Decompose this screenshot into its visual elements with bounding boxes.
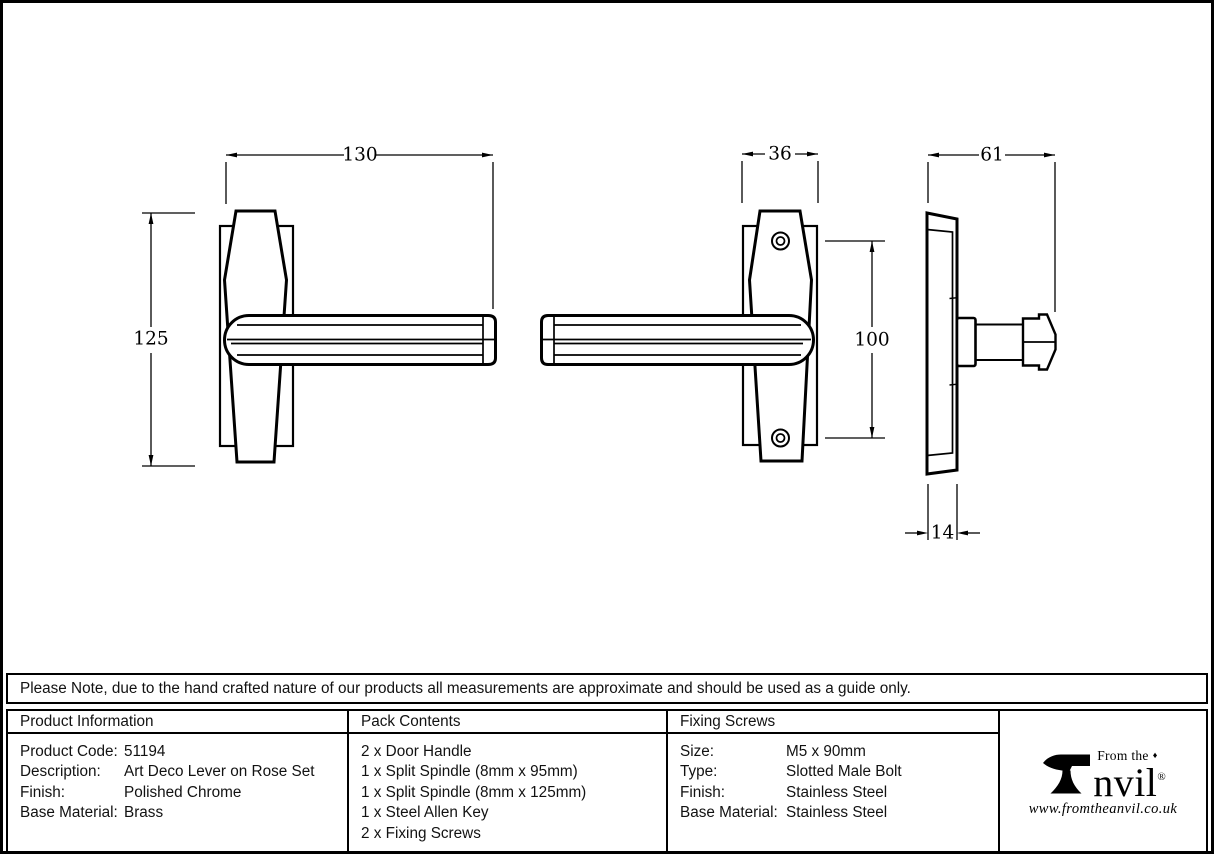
dimension-label-lever-length: 130 [342, 144, 378, 166]
info-table [6, 709, 1208, 854]
fixing-screws-body [668, 734, 998, 824]
dimension-label-fixing-centres: 100 [854, 329, 890, 351]
lever-collar-side [957, 318, 976, 366]
table-row [680, 762, 998, 782]
plate-tick [950, 384, 957, 385]
list-item: 2 x Door Handle [361, 743, 472, 760]
list-item: 2 x Fixing Screws [361, 824, 481, 842]
table-row [680, 742, 998, 762]
row-value: Brass [124, 804, 164, 822]
logo-tagline: From the ♦ [1097, 747, 1158, 763]
table-row [20, 783, 347, 803]
list-item: 1 x Split Spindle (8mm x 125mm) [361, 783, 587, 801]
front-view [220, 211, 496, 462]
dimension-label-rose-height: 125 [133, 328, 169, 350]
product-information-header: Product Information [8, 711, 347, 734]
screw-hole-bottom [772, 430, 789, 447]
table-row [680, 783, 998, 803]
diamond-icon: ♦ [1152, 749, 1158, 760]
row-label: Size: [680, 743, 715, 760]
product-information-cell [8, 711, 349, 852]
pack-contents-cell [349, 711, 668, 852]
note-text: Please Note, due to the hand crafted nature of our products all measurements are approximate and should be used as a guide only. [20, 679, 911, 697]
list-item: 1 x Split Spindle (8mm x 95mm) [361, 763, 578, 781]
table-row [20, 803, 347, 823]
anvil-icon [1040, 752, 1092, 796]
list-item: 1 x Steel Allen Key [361, 804, 489, 822]
pack-contents-body [349, 734, 666, 844]
registered-mark: ® [1157, 770, 1166, 783]
screw-hole-top [772, 233, 789, 250]
row-value: Stainless Steel [786, 804, 888, 822]
row-value: Art Deco Lever on Rose Set [124, 763, 315, 781]
table-row [680, 803, 998, 823]
row-value: Polished Chrome [124, 783, 242, 801]
fixing-screws-cell [668, 711, 1000, 852]
table-row [20, 742, 347, 762]
dimension-100 [825, 241, 890, 438]
technical-drawing [3, 3, 1214, 671]
dimension-label-rose-width: 36 [768, 143, 792, 165]
row-label: Product Code: [20, 743, 118, 760]
fixing-screws-header: Fixing Screws [668, 711, 998, 734]
rear-view [542, 211, 818, 461]
row-value: 51194 [124, 743, 166, 760]
row-label: Base Material: [20, 804, 118, 822]
dimension-14 [905, 484, 980, 544]
row-label: Finish: [20, 783, 66, 801]
logo-url: www.fromtheanvil.co.uk [1028, 800, 1178, 817]
row-value: M5 x 90mm [786, 743, 866, 760]
row-label: Finish: [680, 783, 726, 801]
from-the-anvil-logo [1029, 748, 1178, 818]
dimension-label-rose-depth: 14 [930, 522, 955, 544]
logo-wordmark: nvil® [1093, 759, 1166, 805]
pack-contents-header: Pack Contents [349, 711, 666, 734]
dimension-label-projection: 61 [980, 144, 1004, 166]
measurement-note [6, 673, 1208, 704]
brand-cell [1000, 711, 1206, 852]
row-label: Description: [20, 763, 101, 781]
dimension-125 [133, 213, 195, 466]
dimension-36 [742, 144, 818, 204]
row-value: Stainless Steel [786, 783, 888, 801]
row-value: Slotted Male Bolt [786, 763, 902, 781]
row-label: Base Material: [680, 804, 778, 822]
side-view [927, 213, 1056, 474]
plate-tick [950, 298, 957, 299]
row-label: Type: [680, 763, 718, 781]
product-information-body [8, 734, 347, 824]
table-row [20, 762, 347, 782]
